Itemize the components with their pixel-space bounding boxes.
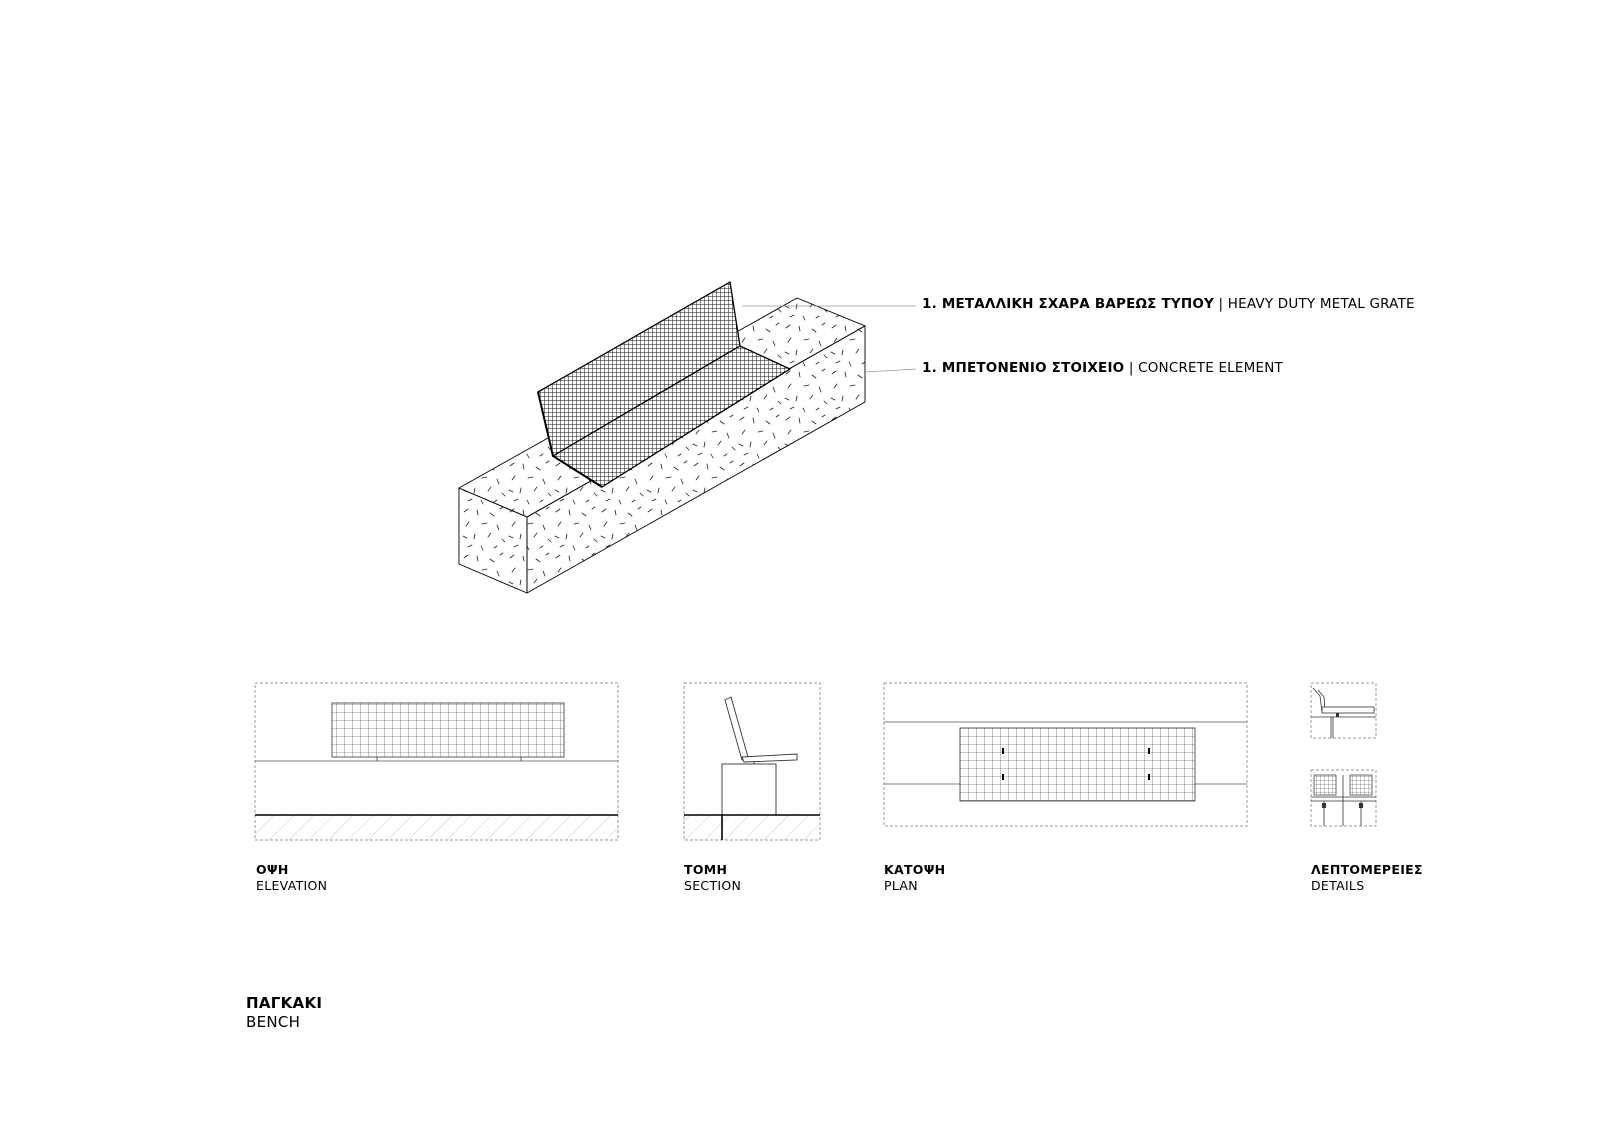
sheet-title-greek: ΠΑΓΚΑΚΙ [246, 994, 323, 1012]
callout-metal-grate-greek: 1. ΜΕΤΑΛΛΙΚΗ ΣΧΑΡΑ ΒΑΡΕΩΣ ΤΥΠΟΥ [922, 296, 1215, 312]
callout-concrete-greek: 1. ΜΠΕΤΟΝΕΝΙΟ ΣΤΟΙΧΕΙΟ [922, 360, 1125, 376]
callout-metal-grate-separator: | [1218, 296, 1224, 312]
section-concrete [722, 764, 776, 815]
callout-concrete [922, 360, 1283, 376]
sheet-title [246, 994, 322, 1032]
section-view [684, 683, 820, 840]
elevation-view [255, 683, 618, 840]
sheet-title-english: BENCH [246, 1013, 301, 1031]
plan-view [884, 683, 1247, 826]
leader-line-concrete [865, 369, 916, 372]
caption-section-english: SECTION [684, 878, 742, 893]
callout-metal-grate [922, 296, 1415, 312]
elevation-ground-hatch [255, 815, 618, 840]
caption-section [684, 862, 741, 894]
elevation-grate [332, 703, 564, 757]
caption-plan-english: PLAN [884, 878, 918, 893]
caption-plan-greek: ΚΑΤΟΨΗ [884, 862, 946, 877]
caption-details [1311, 862, 1423, 894]
caption-details-english: DETAILS [1311, 878, 1365, 893]
caption-section-greek: ΤΟΜΗ [684, 862, 728, 877]
callout-concrete-english: CONCRETE ELEMENT [1138, 360, 1283, 376]
caption-elevation-english: ELEVATION [256, 878, 328, 893]
caption-details-greek: ΛΕΠΤΟΜΕΡΕΙΕΣ [1311, 862, 1423, 877]
details-view [1311, 683, 1376, 826]
section-backrest [725, 697, 748, 760]
caption-plan [884, 862, 945, 894]
callout-concrete-separator: | [1128, 360, 1134, 376]
caption-elevation-greek: ΟΨΗ [256, 862, 289, 877]
section-ground-hatch [684, 815, 820, 840]
callout-metal-grate-english: HEAVY DUTY METAL GRATE [1227, 296, 1415, 312]
axonometric-view [459, 282, 916, 593]
plan-grate [960, 728, 1195, 801]
caption-elevation [256, 862, 327, 894]
section-seat [742, 754, 797, 762]
